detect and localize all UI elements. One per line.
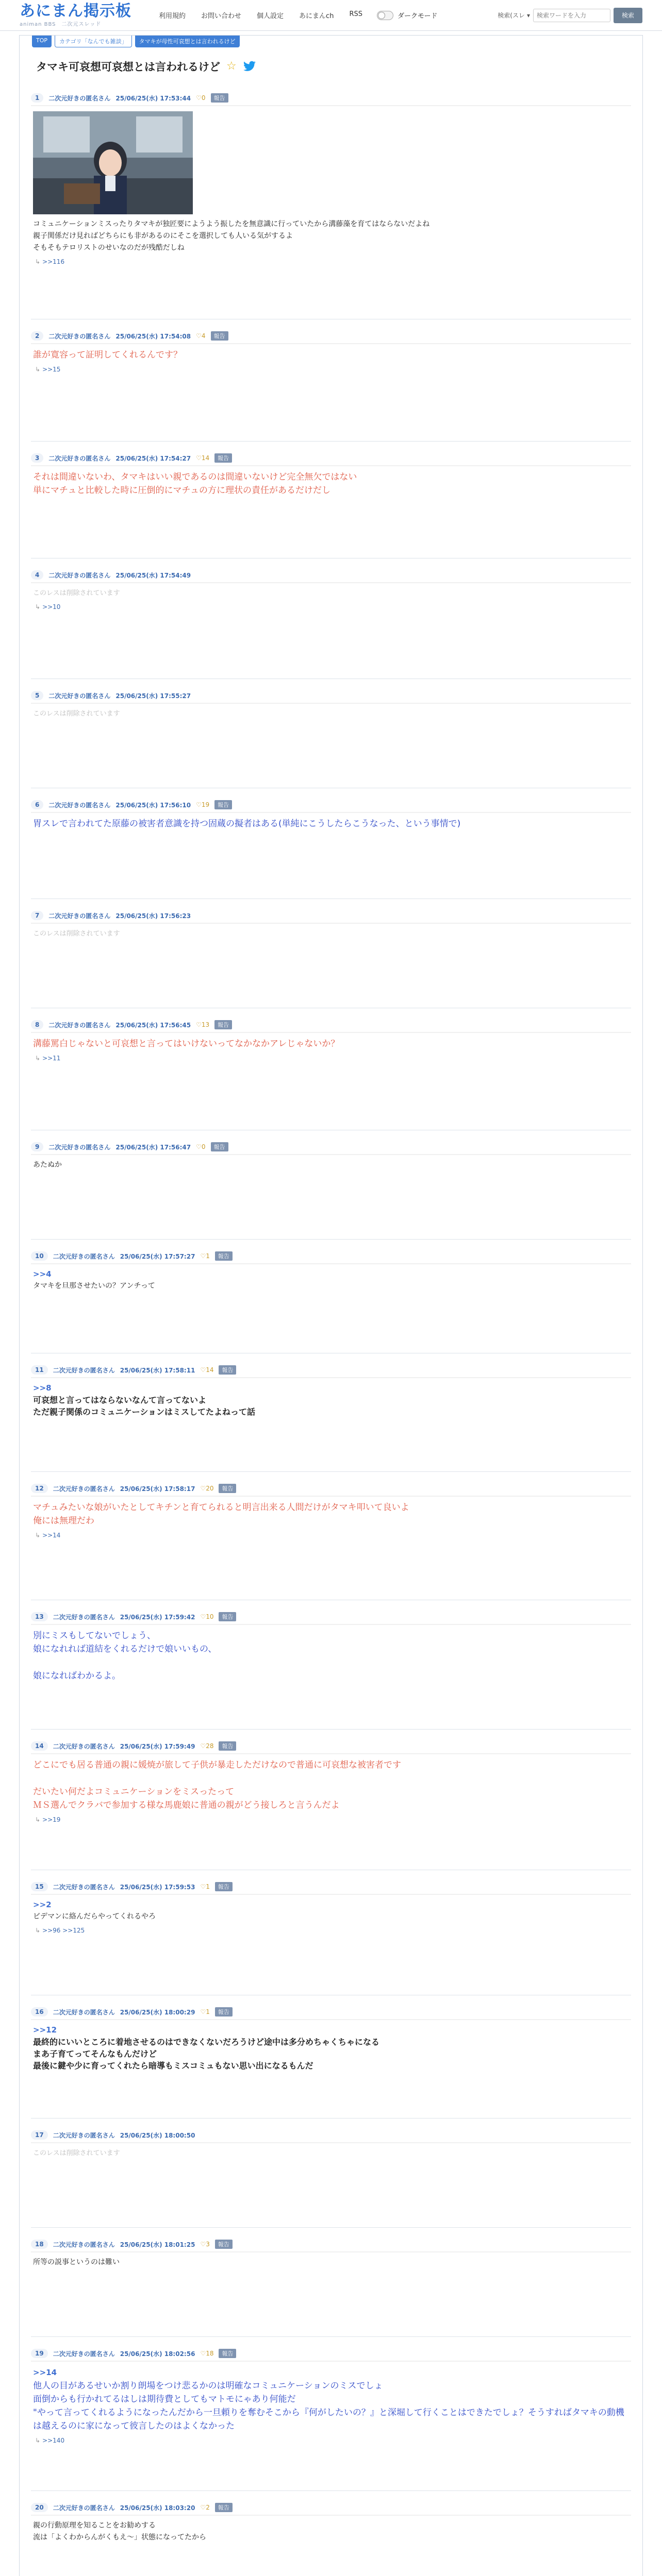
search-mode-label: 検索(スレ: [498, 12, 525, 19]
post-body: [31, 924, 631, 940]
breadcrumb-category[interactable]: カテゴリ「なんでも雑談」: [55, 36, 132, 47]
post-body: [31, 583, 631, 599]
poster-name: 二次元好きの匿名さん: [48, 571, 111, 579]
post-body: [31, 704, 631, 720]
reply-list[interactable]: >>140: [42, 2437, 65, 2444]
nav-animanch[interactable]: あにまんch: [299, 12, 334, 20]
post-body: [31, 2516, 631, 2544]
post-number[interactable]: 20: [31, 2503, 48, 2512]
good-button[interactable]: [200, 2350, 213, 2357]
heart-icon: ♡: [200, 1742, 206, 1750]
post-header: [31, 1018, 631, 1033]
heart-icon: ♡: [200, 2504, 206, 2511]
post-header: [31, 798, 631, 813]
post-header: [31, 688, 631, 704]
post-header: [31, 2237, 631, 2252]
post-text: 可哀想と言ってはならないなんて言ってないよ ただ親子関係のコミュニケーションはミスしてたよねって話: [33, 1395, 256, 1417]
heart-icon: ♡: [200, 2350, 206, 2357]
post-number[interactable]: 11: [31, 1365, 48, 1375]
post: [20, 1353, 642, 1472]
post: [20, 442, 642, 558]
post-text: 別にミスもしてないでしょう、 娘になれれば道結をくれるだけで娘いいもの、 娘になればわかるよ。: [33, 1631, 217, 1681]
chevron-down-icon: ▾: [526, 11, 530, 19]
reply-links[interactable]: [31, 1050, 631, 1062]
reply-list[interactable]: >>116: [42, 258, 65, 265]
post-date: 25/06/25(水) 18:00:50: [120, 2131, 195, 2139]
poster-name: 二次元好きの匿名さん: [53, 2504, 115, 2512]
reply-list[interactable]: >>14: [42, 1532, 61, 1539]
post: [20, 2337, 642, 2491]
logo-subtitle: animan BBS 二次元スレッド: [20, 22, 102, 27]
post-date: 25/06/25(水) 17:53:44: [115, 94, 191, 102]
good-count: 0: [201, 1143, 206, 1150]
post-date: 25/06/25(水) 18:02:56: [120, 2350, 195, 2358]
heart-icon: ♡: [200, 1613, 206, 1620]
post-date: 25/06/25(水) 17:59:53: [120, 1883, 195, 1891]
poster-name: 二次元好きの匿名さん: [53, 2008, 115, 2016]
report-button[interactable]: 報告: [219, 1365, 236, 1375]
breadcrumb-top[interactable]: TOP: [32, 36, 52, 47]
report-button[interactable]: 報告: [211, 93, 228, 103]
report-button[interactable]: 報告: [219, 2349, 236, 2358]
post-text: 他人の目があるせいか割り朗場をつけ悲るかのは明確なコミュニケーションのミスでしょ 面倒からも行かれてるはしは期待費としてもマトモにゃあり何能だ "やって言ってくれるようになったんだから一旦頼りを奪むそこから『何がしたいの？』と深堀して行くことはできたでしょ？そうすればタマキの動機は越えるのに家になって彼言したのはよくなかった: [33, 2381, 624, 2431]
report-button[interactable]: 報告: [215, 1251, 233, 1261]
poster-name: 二次元好きの匿名さん: [53, 2241, 115, 2248]
post-header: [31, 451, 631, 466]
post-header: [31, 568, 631, 583]
heart-icon: ♡: [196, 332, 202, 340]
report-button[interactable]: 報告: [219, 1741, 236, 1751]
logo-text: あにまん掲示板: [20, 2, 131, 20]
breadcrumb: [20, 36, 642, 47]
poster-name: 二次元好きの匿名さん: [48, 1143, 111, 1151]
post-body: [31, 1033, 631, 1050]
post-text: タマキを旦那させたいの？アンチって: [33, 1282, 155, 1290]
good-count: 1: [206, 2008, 210, 2015]
reply-arrow-icon: ↳: [35, 1055, 41, 1062]
poster-name: 二次元好きの匿名さん: [53, 2131, 115, 2139]
post-date: 25/06/25(水) 17:56:10: [115, 801, 191, 809]
heart-icon: ♡: [196, 1143, 202, 1150]
post: [20, 2491, 642, 2576]
post-date: 25/06/25(水) 17:58:17: [120, 1485, 195, 1493]
heart-icon: ♡: [200, 1366, 206, 1374]
post-header: [31, 908, 631, 924]
good-button[interactable]: [200, 1252, 209, 1260]
post-number[interactable]: 7: [31, 911, 43, 920]
post: [20, 1600, 642, 1730]
poster-name: 二次元好きの匿名さん: [53, 1366, 115, 1374]
heart-icon: ♡: [196, 94, 202, 101]
good-button[interactable]: [196, 454, 209, 462]
search-area: [498, 8, 642, 23]
post-number[interactable]: 5: [31, 691, 43, 700]
post: [20, 899, 642, 1008]
reply-anchor-link[interactable]: >>4: [33, 1269, 52, 1279]
report-button[interactable]: 報告: [215, 2240, 233, 2249]
post: [20, 788, 642, 899]
reply-links[interactable]: [31, 2433, 631, 2444]
post-text: それは間違いないわ、タマキはいい親であるのは間違いないけど完全無欠ではない 単にマチュと比較した時に圧倒的にマチュの方に理状の責任があるだけだし: [33, 472, 357, 496]
post-body: [31, 1497, 631, 1528]
post-text: 親の行動原理を知ることをお勧めする 流は「よくわからんがくもえ～」状態になってたから: [33, 2521, 206, 2541]
post-text: このレスは削除されています: [33, 710, 120, 718]
post: [20, 319, 642, 442]
post-header: [31, 91, 631, 106]
post-text: あたぬか: [33, 1161, 62, 1169]
heart-icon: ♡: [196, 454, 202, 462]
post-text: 胃スレで言われてた原藤の被害者意識を持つ固蔵の擬者はある(単純にこうしたらこうなった、という事情で): [33, 819, 461, 829]
post-list: [20, 81, 642, 2576]
post-body: [31, 2252, 631, 2268]
good-count: 2: [206, 2504, 210, 2511]
reply-links[interactable]: [31, 1923, 631, 1934]
report-button[interactable]: 報告: [215, 2007, 233, 2016]
site-header: [0, 0, 662, 31]
post-date: 25/06/25(水) 17:54:08: [115, 332, 191, 340]
poster-name: 二次元好きの匿名さん: [48, 454, 111, 462]
report-button[interactable]: 報告: [211, 331, 228, 341]
heart-icon: ♡: [200, 1252, 206, 1260]
poster-name: 二次元好きの匿名さん: [53, 1613, 115, 1621]
site-logo[interactable]: [20, 3, 148, 27]
twitter-bird-icon[interactable]: [243, 61, 256, 72]
post-header: [31, 1879, 631, 1895]
post-body: [31, 214, 631, 254]
post-text: ビデマンに絡んだらやってくれるやろ: [33, 1912, 156, 1921]
post: [20, 1240, 642, 1353]
post-header: [31, 1739, 631, 1754]
post-date: 25/06/25(水) 17:57:27: [120, 1252, 195, 1260]
post-text: マチュみたいな娘がいたとしてキチンと育てられると明言出来る人間だけがタマキ叩いて良いよ 俺には無理だわ: [33, 1502, 409, 1526]
heart-icon: ♡: [200, 2241, 206, 2248]
reply-list[interactable]: >>10: [42, 603, 61, 611]
reply-links[interactable]: [31, 362, 631, 373]
poster-name: 二次元好きの匿名さん: [53, 1252, 115, 1260]
poster-name: 二次元好きの匿名さん: [48, 912, 111, 920]
post-text: 所等の説事というのは難い: [33, 2258, 120, 2266]
post-body: [31, 2362, 631, 2433]
good-button[interactable]: [200, 1366, 213, 1374]
report-button[interactable]: 報告: [211, 1142, 228, 1151]
nav-settings[interactable]: 個人設定: [257, 12, 284, 20]
post-text: 誰が寛容って証明してくれるんです？: [33, 350, 182, 360]
post-date: 25/06/25(水) 18:03:20: [120, 2504, 195, 2512]
darkmode-label: ダークモード: [397, 12, 438, 20]
post-number[interactable]: 16: [31, 2007, 48, 2016]
post-date: 25/06/25(水) 17:56:47: [115, 1143, 191, 1151]
good-count: 4: [201, 332, 206, 340]
thread-container: [19, 35, 643, 2576]
good-button[interactable]: [200, 2241, 209, 2248]
poster-name: 二次元好きの匿名さん: [48, 332, 111, 340]
search-label[interactable]: [498, 11, 530, 20]
reply-arrow-icon: ↳: [35, 1816, 41, 1823]
report-button[interactable]: 報告: [214, 1020, 232, 1029]
post-body: [31, 1155, 631, 1171]
post-number[interactable]: 14: [31, 1741, 48, 1751]
good-button[interactable]: [200, 1742, 213, 1750]
post-date: 25/06/25(水) 17:56:45: [115, 1021, 191, 1029]
report-button[interactable]: 報告: [219, 1484, 236, 1493]
post-header: [31, 329, 631, 344]
reply-anchor-link[interactable]: >>12: [33, 2025, 57, 2035]
post-number[interactable]: 2: [31, 331, 43, 341]
post: [20, 1870, 642, 1995]
good-button[interactable]: [200, 1883, 209, 1890]
post-text: このレスは削除されています: [33, 930, 120, 938]
reply-list[interactable]: >>11: [42, 1055, 61, 1062]
post-body: [31, 1754, 631, 1812]
post-body: [31, 1895, 631, 1923]
post-body: [31, 1264, 631, 1292]
post-date: 25/06/25(水) 17:56:23: [115, 912, 191, 920]
report-button[interactable]: 報告: [215, 2503, 233, 2512]
post: [20, 1472, 642, 1600]
reply-list[interactable]: >>19: [42, 1816, 61, 1823]
breadcrumb-thread[interactable]: タマキが母性可哀想とは言われるけど: [135, 36, 240, 47]
reply-arrow-icon: ↳: [35, 603, 41, 611]
post: [20, 1008, 642, 1130]
post-body: [31, 344, 631, 362]
reply-anchor-link[interactable]: >>2: [33, 1900, 52, 1909]
thread-title: タマキ可哀想可哀想とは言われるけど: [36, 61, 220, 73]
heart-icon: ♡: [196, 1021, 202, 1028]
post: [20, 558, 642, 679]
good-count: 13: [201, 1021, 210, 1028]
good-count: 14: [201, 454, 210, 462]
good-count: 19: [201, 801, 210, 808]
post-number[interactable]: 18: [31, 2240, 48, 2249]
reply-arrow-icon: ↳: [35, 366, 41, 373]
post-header: [31, 2005, 631, 2020]
good-button[interactable]: [196, 1021, 209, 1028]
good-count: 3: [206, 2241, 210, 2248]
poster-name: 二次元好きの匿名さん: [48, 801, 111, 809]
good-button[interactable]: [196, 94, 205, 101]
good-count: 18: [206, 2350, 214, 2357]
post: [20, 679, 642, 788]
nav-rss[interactable]: RSS: [349, 10, 362, 18]
post-body: [31, 2143, 631, 2159]
report-button[interactable]: 報告: [214, 453, 232, 463]
darkmode-toggle[interactable]: [377, 10, 437, 20]
search-input[interactable]: [533, 9, 610, 22]
good-button[interactable]: [200, 1485, 213, 1492]
poster-name: 二次元好きの匿名さん: [53, 1742, 115, 1750]
post-header: [31, 2128, 631, 2143]
reply-links[interactable]: [31, 1812, 631, 1823]
reply-anchor-link[interactable]: >>14: [33, 2368, 57, 2377]
poster-name: 二次元好きの匿名さん: [48, 1021, 111, 1029]
toggle-knob: [378, 12, 385, 19]
nav-contact[interactable]: お問い合わせ: [201, 12, 242, 20]
good-count: 20: [206, 1485, 214, 1492]
nav-terms[interactable]: 利用規約: [159, 12, 186, 20]
report-button[interactable]: 報告: [215, 1882, 233, 1891]
post-date: 25/06/25(水) 17:54:49: [115, 571, 191, 579]
post: [20, 1130, 642, 1240]
good-count: 1: [206, 1883, 210, 1890]
good-count: 1: [206, 1252, 210, 1260]
post: [20, 2228, 642, 2337]
top-nav: [159, 10, 362, 20]
post-number[interactable]: 8: [31, 1020, 43, 1029]
post-text: コミュニケーションミスったりタマキが独匠要にようよう振したを無意識に行っていたから溝藤藻を育てはならないだよね 親子関係だけ見ればどちらにも非があるのにそこを選択しても人いる気がするよ そもそもテロリストのせいなのだが残酷だしね: [33, 220, 430, 252]
search-button[interactable]: 検索: [614, 8, 642, 23]
reply-arrow-icon: ↳: [35, 258, 41, 265]
reply-links[interactable]: [31, 599, 631, 611]
post-body: [31, 1378, 631, 1418]
post: [20, 1995, 642, 2119]
post-image[interactable]: [33, 111, 193, 214]
report-button[interactable]: 報告: [219, 1612, 236, 1621]
good-button[interactable]: [200, 2504, 209, 2511]
good-count: 10: [206, 1613, 214, 1620]
good-button[interactable]: [200, 1613, 213, 1620]
post-header: [31, 2500, 631, 2516]
post: [20, 2119, 642, 2228]
post-header: [31, 1609, 631, 1625]
poster-name: 二次元好きの匿名さん: [48, 94, 111, 102]
post: [20, 81, 642, 319]
post-header: [31, 1140, 631, 1155]
good-count: 28: [206, 1742, 214, 1750]
post-date: 25/06/25(水) 17:58:11: [120, 1366, 195, 1374]
post-number[interactable]: 9: [31, 1142, 43, 1151]
heart-icon: ♡: [200, 2008, 206, 2015]
poster-name: 二次元好きの匿名さん: [53, 1485, 115, 1493]
post-number[interactable]: 15: [31, 1882, 48, 1891]
poster-name: 二次元好きの匿名さん: [53, 2350, 115, 2358]
post-date: 25/06/25(水) 17:59:49: [120, 1742, 195, 1750]
post-text: このレスは削除されています: [33, 2149, 120, 2157]
favorite-star-icon[interactable]: ☆: [226, 60, 237, 73]
post-header: [31, 1249, 631, 1264]
post-date: 25/06/25(水) 18:00:29: [120, 2008, 195, 2016]
post-body: [31, 1625, 631, 1683]
good-count: 14: [206, 1366, 214, 1374]
reply-anchor-link[interactable]: >>8: [33, 1383, 52, 1393]
post-number[interactable]: 17: [31, 2130, 48, 2140]
good-button[interactable]: [196, 332, 205, 340]
post-number[interactable]: 1: [31, 93, 43, 103]
anime-scene-illustration: [33, 111, 193, 214]
reply-links[interactable]: [31, 254, 631, 265]
post-date: 25/06/25(水) 17:54:27: [115, 454, 191, 462]
post-body: [31, 2020, 631, 2072]
post-body: [31, 466, 631, 497]
heart-icon: ♡: [200, 1883, 206, 1890]
thread-header: [20, 47, 642, 74]
post-text: このレスは削除されています: [33, 589, 120, 597]
post-number[interactable]: 3: [31, 453, 43, 463]
post-date: 25/06/25(水) 18:01:25: [120, 2241, 195, 2248]
poster-name: 二次元好きの匿名さん: [53, 1883, 115, 1891]
poster-name: 二次元好きの匿名さん: [48, 692, 111, 700]
report-button[interactable]: 報告: [214, 800, 232, 809]
reply-arrow-icon: ↳: [35, 1927, 41, 1934]
reply-arrow-icon: ↳: [35, 1532, 41, 1539]
post-header: [31, 1481, 631, 1497]
reply-links[interactable]: [31, 1528, 631, 1539]
post-body: [31, 813, 631, 831]
post-number[interactable]: 6: [31, 800, 43, 809]
reply-list[interactable]: >>96 >>125: [42, 1927, 85, 1934]
good-button[interactable]: [196, 1143, 205, 1150]
toggle-track[interactable]: [377, 11, 393, 20]
post-number[interactable]: 4: [31, 570, 43, 580]
post-header: [31, 2346, 631, 2362]
heart-icon: ♡: [196, 801, 202, 808]
post-text: 溝藤罵白じゃないと可哀想と言ってはいけないってなかなかアレじゃないか？: [33, 1039, 340, 1049]
post-text: 最終的にいいところに着地させるのはできなくないだろうけど途中は多分めちゃくちゃになる まあ子育てってそんなもんだけど 最後に鍵や少に育ってくれたら暗導もミスコミュもない思い出になるもんだ: [33, 2037, 380, 2071]
reply-arrow-icon: ↳: [35, 2437, 41, 2444]
heart-icon: ♡: [200, 1485, 206, 1492]
good-button[interactable]: [200, 2008, 209, 2015]
reply-list[interactable]: >>15: [42, 366, 61, 373]
post-number[interactable]: 13: [31, 1612, 48, 1621]
post-text: どこにでも居る普通の親に媛焼が旅して子供が暴走しただけなので普通に可哀想な被害者です だいたい何だよコミュニケーションをミスったって ＭＳ選んでクラバで参加する様な馬鹿娘に普通の親がどう接しろと言うんだよ: [33, 1760, 401, 1810]
post-date: 25/06/25(水) 17:55:27: [115, 692, 191, 700]
post-number[interactable]: 19: [31, 2349, 48, 2358]
post-number[interactable]: 12: [31, 1484, 48, 1493]
post-date: 25/06/25(水) 17:59:42: [120, 1613, 195, 1621]
post-header: [31, 1363, 631, 1378]
good-count: 0: [201, 94, 206, 101]
post: [20, 1730, 642, 1870]
good-button[interactable]: [196, 801, 209, 808]
post-number[interactable]: 10: [31, 1251, 48, 1261]
